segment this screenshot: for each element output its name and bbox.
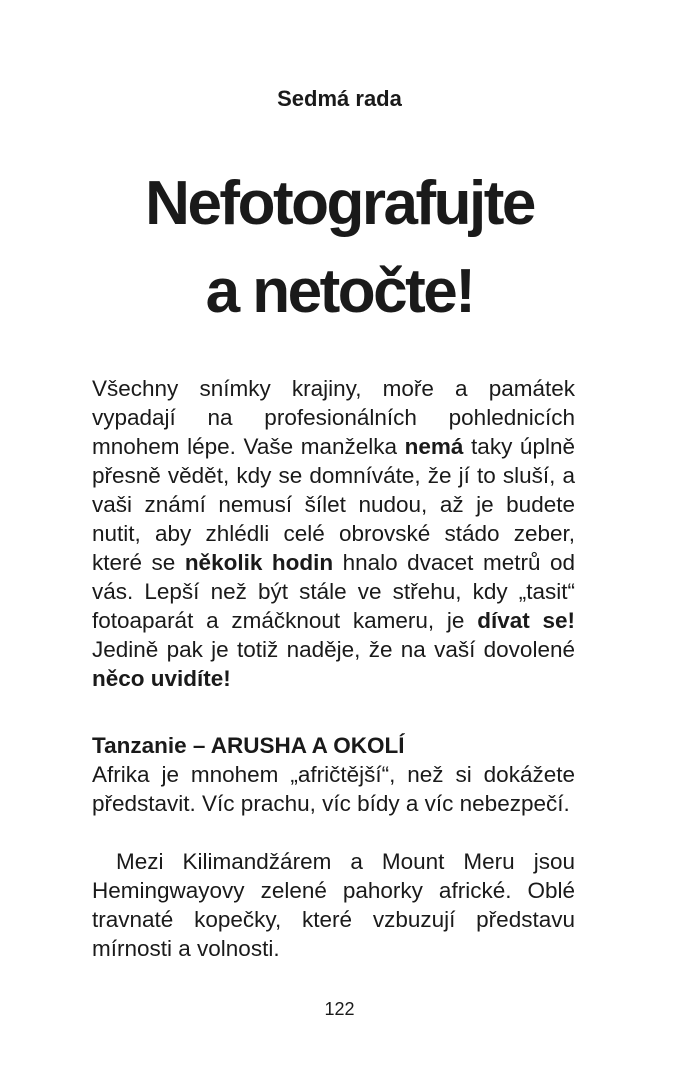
intro-text-1: Všechny snímky krajiny, moře a památek vypadají na profesionálních pohlednicích mnohem lépe. Vaše manželka [92,376,575,459]
chapter-title-line-2: a netočte! [205,257,474,326]
section-paragraph-1: Afrika je mnohem „afričtější“, než si dokážete představit. Víc prachu, víc bídy a víc nebezpečí. [92,762,575,816]
page-number: 122 [324,999,355,1019]
intro-bold-2: několik hodin [184,550,334,575]
section-paragraph-2: Mezi Kilimandžárem a Mount Meru jsou Hemingwayovy zelené pahorky africké. Oblé travnaté kopečky, které vzbuzují představu mírnosti a volnosti. [92,849,575,961]
chapter-title [0,160,679,336]
intro-text-4: Jedině pak je totiž naděje, že na vaší dovolené [92,637,575,662]
intro-bold-1: nemá [404,434,464,459]
intro-bold-3: dívat se! [477,608,575,633]
chapter-subtitle: Sedmá rada [277,86,402,111]
section-heading: Tanzanie – ARUSHA A OKOLÍ [92,733,405,758]
intro-bold-4: něco uvidíte! [92,666,231,691]
intro-paragraph [92,374,575,693]
intro-text-2: taky úplně přesně vědět, kdy se domníváte, že jí to sluší, a vaši známí nemusí šílet nudou, až je budete nutit, aby zhlédli celé obrovské stádo zeber, které se [92,434,575,575]
chapter-title-line-1: Nefotografujte [145,169,534,238]
intro-text-3: hnalo dvacet metrů od vás. Lepší než být stále ve střehu, kdy „tasit“ fotoaparát a zmáčknout kameru, je [92,550,575,633]
